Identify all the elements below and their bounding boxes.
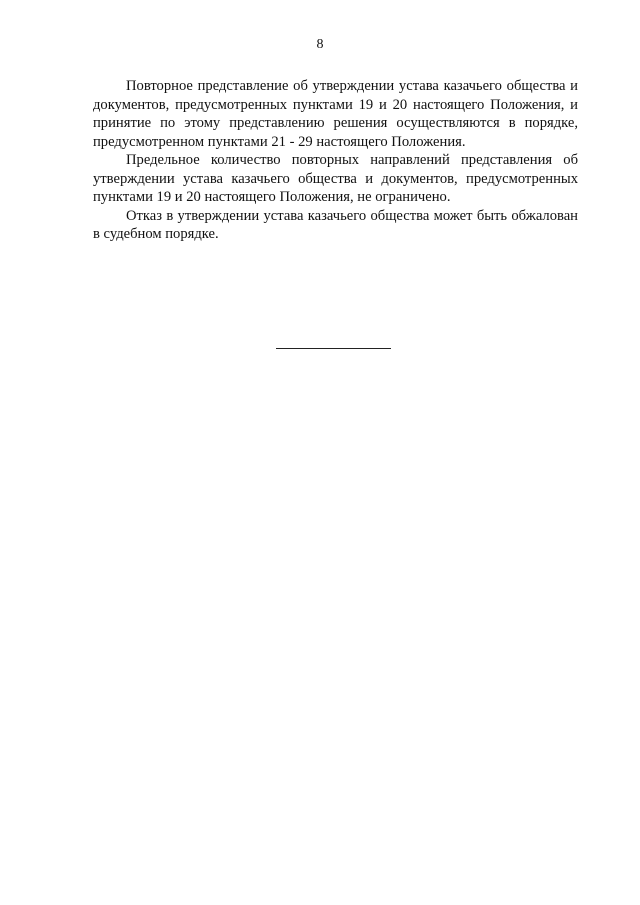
page-number: 8	[316, 37, 324, 52]
end-of-document-rule	[276, 348, 391, 349]
paragraph-appeal: Отказ в утверждении устава казачьего общества может быть обжалован в судебном порядке.	[93, 207, 578, 242]
document-body	[93, 77, 578, 244]
paragraph-submission-limit: Предельное количество повторных направлений представления об утверждении устава казачьего общества и документов, предусмотренных пунктами 19 и 20 настоящего Положения, не ограничено.	[93, 152, 578, 205]
paragraph-resubmission: Повторное представление об утверждении устава казачьего общества и документов, предусмотренных пунктами 19 и 20 настоящего Положения, и принятие по этому представлению решения осуществляются в порядке, предусмотренном пунктами 21 - 29 настоящего Положения.	[93, 78, 578, 150]
